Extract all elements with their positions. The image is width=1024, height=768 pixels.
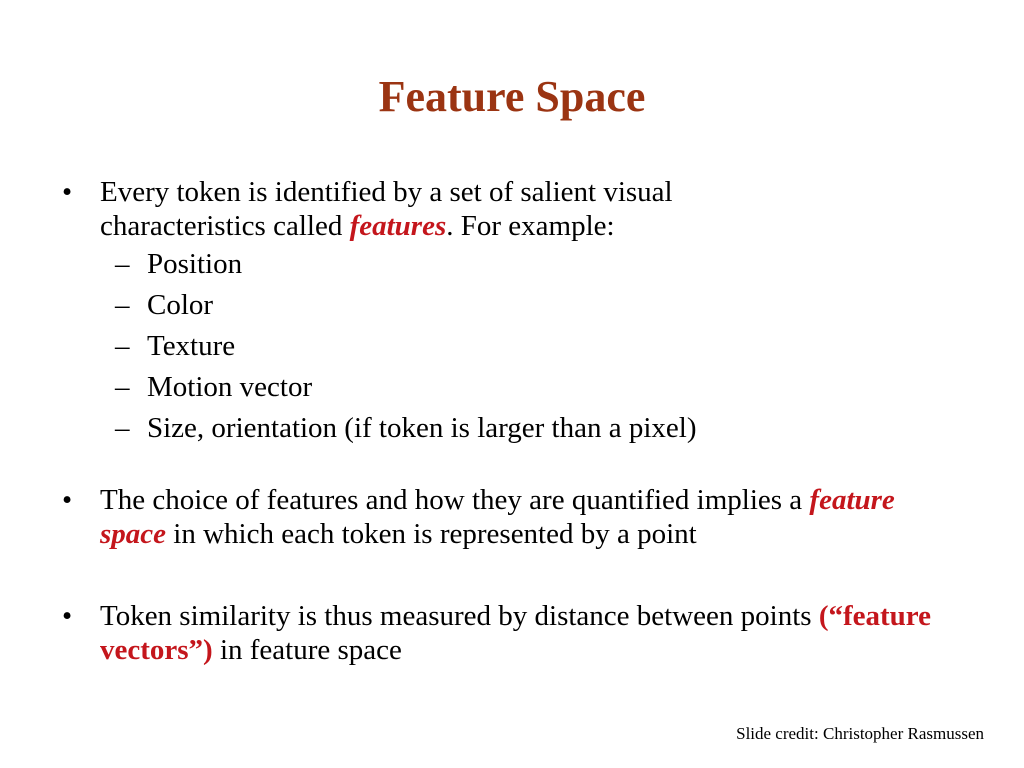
slide-title: Feature Space [378,72,646,121]
bullet-3-text [100,599,962,667]
dash-icon: – [115,371,130,403]
sub-item [100,370,962,404]
dash-icon: – [115,330,130,362]
dash-icon: – [115,412,130,444]
bullet-item-1 [62,175,962,445]
slide-credit: Slide credit: Christopher Rasmussen [736,724,984,743]
sub-item-label: Size, orientation (if token is larger than a pixel) [147,412,697,444]
bullet-item-3 [62,599,962,667]
bullet-icon: • [62,176,73,208]
dash-icon: – [115,289,130,321]
bullet-1-line1: Every token is identified by a set of salient visual [100,176,673,208]
emphasis-feature-vectors: (“feature vectors”) [100,600,932,666]
bullet-2-pre: The choice of features and how they are quantified implies a [100,484,810,516]
bullet-1-line2-pre: characteristics called [100,210,350,242]
sub-item-label: Color [147,289,214,321]
bullet-1-line2-post: . For example: [446,210,615,242]
sub-item [100,288,962,322]
sub-item [100,247,962,281]
bullet-list [62,175,962,667]
bullet-3-pre: Token similarity is thus measured by distance between points [100,600,819,632]
sub-list [100,247,962,445]
sub-item [100,411,962,445]
bullet-2-post: in which each token is represented by a point [166,518,697,550]
emphasis-features: features [349,210,447,242]
bullet-2-text [100,483,962,551]
sub-item [100,329,962,363]
bullet-icon: • [62,484,73,516]
dash-icon: – [115,248,130,280]
bullet-icon: • [62,600,73,632]
sub-item-label: Motion vector [147,371,313,403]
sub-item-label: Texture [147,330,236,362]
bullet-3-post: in feature space [212,634,402,666]
bullet-1-text [100,175,962,243]
bullet-item-2 [62,483,962,551]
emphasis-feature-space: feature space [100,484,895,550]
sub-item-label: Position [147,248,243,280]
